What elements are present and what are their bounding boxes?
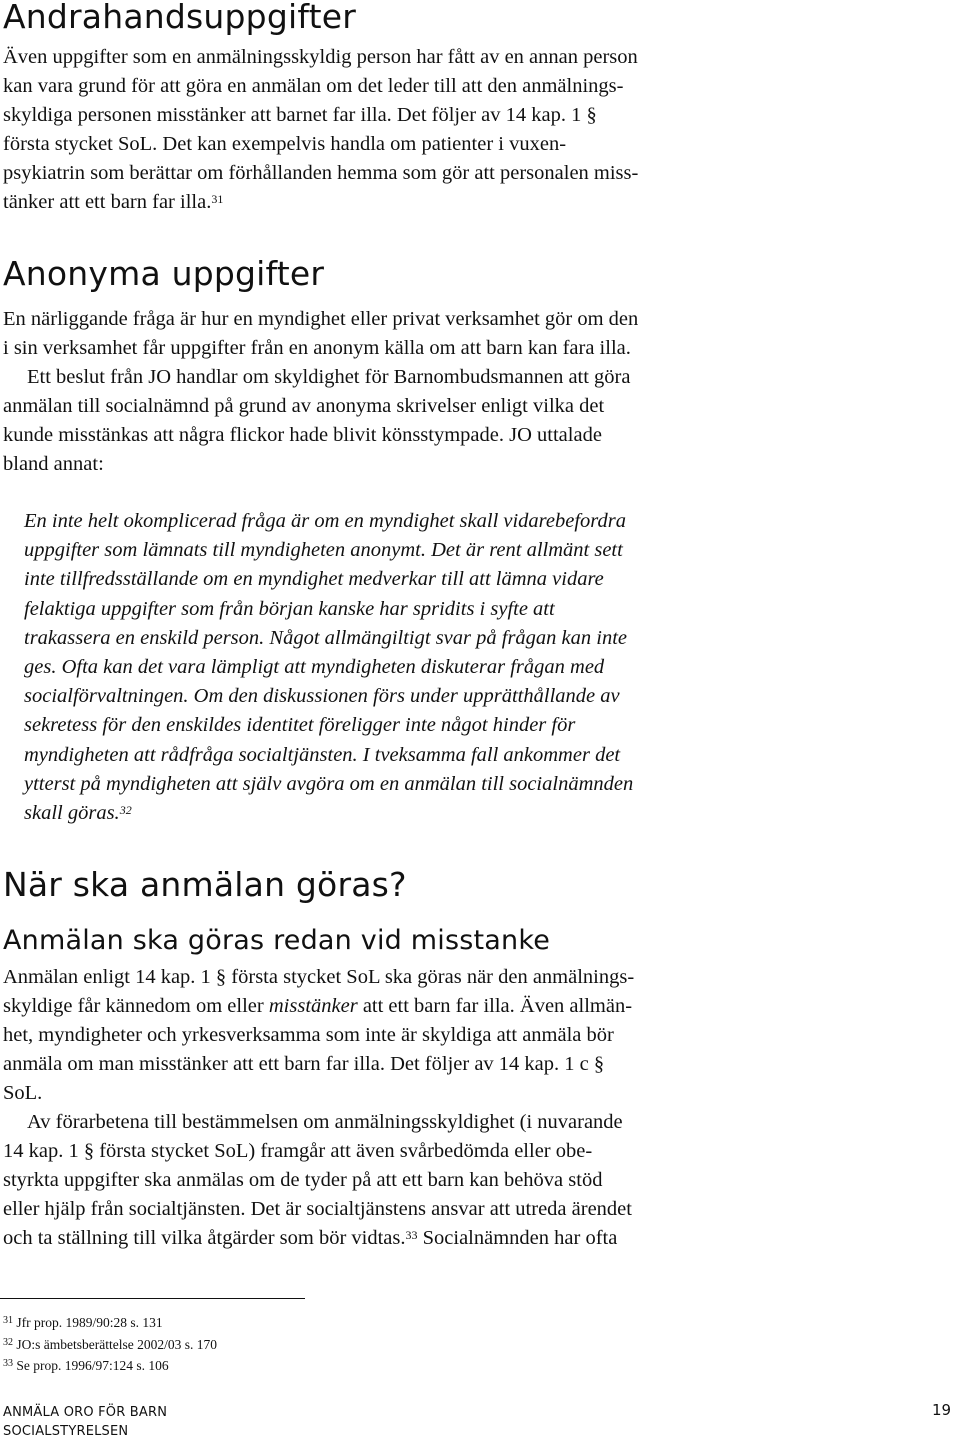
text-line: bland annat: bbox=[3, 453, 104, 475]
section-heading-nar-ska-anmalan-goras: När ska anmälan göras? bbox=[3, 865, 407, 904]
page-number: 19 bbox=[932, 1401, 952, 1419]
footnote-number: 31 bbox=[3, 1315, 13, 1326]
text-line: SoL. bbox=[3, 1082, 43, 1104]
text-line: Anmälan enligt 14 kap. 1 § första stycket SoL ska göras när den anmälnings- bbox=[3, 966, 635, 988]
text-fragment: skall göras. bbox=[24, 802, 120, 825]
text-line: i sin verksamhet får uppgifter från en anonym källa om att barn kan fara illa. bbox=[3, 337, 631, 359]
footnote bbox=[3, 1312, 217, 1334]
text-line bbox=[3, 992, 773, 1021]
text-line: Av förarbetena till bestämmelsen om anmälningsskyldighet (i nuvarande bbox=[27, 1111, 623, 1133]
text-line: 14 kap. 1 § första stycket SoL) framgår att även svårbedömda eller obe- bbox=[3, 1140, 593, 1162]
footnote-ref: 31 bbox=[211, 192, 224, 206]
footnote-ref: 32 bbox=[119, 803, 132, 818]
text-line: skyldiga personen misstänker att barnet far illa. Det följer av 14 kap. 1 § bbox=[3, 104, 597, 126]
text-line: första stycket SoL. Det kan exempelvis handla om patienter i vuxen- bbox=[3, 133, 567, 155]
quote-line: felaktiga uppgifter som från början kanske har spridits i syfte att bbox=[24, 597, 555, 620]
text-line: Ett beslut från JO handlar om skyldighet för Barnombudsmannen att göra bbox=[27, 366, 631, 388]
text-line: kunde misstänkas att några flickor hade blivit könsstympade. JO uttalade bbox=[3, 424, 602, 446]
text-line bbox=[3, 1224, 773, 1253]
text-fragment: och ta ställning till vilka åtgärder som bör vidtas. bbox=[3, 1227, 406, 1249]
section-heading-andrahandsuppgifter: Andrahandsuppgifter bbox=[3, 0, 356, 36]
quote-line: sekretess för den enskildes identitet föreligger inte något hinder för bbox=[24, 714, 576, 737]
quote-line: ges. Ofta kan det vara lämpligt att myndigheten diskuterar frågan med bbox=[24, 656, 605, 679]
quote-line: inte tillfredsställande om en myndighet medverkar till att lämna vidare bbox=[24, 568, 604, 591]
footnote-ref: 33 bbox=[405, 1228, 418, 1242]
footnote-divider bbox=[0, 1298, 305, 1299]
footer-title: ANMÄLA ORO FÖR BARN bbox=[3, 1405, 168, 1420]
text-fragment: Socialnämnden har ofta bbox=[417, 1227, 618, 1249]
text-line bbox=[3, 188, 773, 217]
text-line: styrkta uppgifter ska anmälas om de tyder på att ett barn kan behöva stöd bbox=[3, 1169, 603, 1191]
subsection-heading: Anmälan ska göras redan vid misstanke bbox=[3, 925, 551, 956]
block-quote bbox=[24, 507, 774, 828]
footer-publisher: SOCIALSTYRELSEN bbox=[3, 1424, 129, 1439]
text-fragment: skyldige får kännedom om eller bbox=[3, 995, 269, 1017]
text-line: anmälan till socialnämnd på grund av anonyma skrivelser enligt vilka det bbox=[3, 395, 605, 417]
footnote-number: 33 bbox=[3, 1358, 13, 1369]
text-fragment: tänker att ett barn far illa. bbox=[3, 191, 212, 213]
text-line: het, myndigheter och yrkesverksamma som inte är skyldiga att anmäla bör bbox=[3, 1024, 614, 1046]
section-heading-anonyma-uppgifter: Anonyma uppgifter bbox=[3, 254, 325, 293]
quote-line: myndigheten att rådfråga socialtjänsten. I tveksamma fall ankommer det bbox=[24, 743, 621, 766]
text-line: eller hjälp från socialtjänsten. Det är socialtjänstens ansvar att utreda ärendet bbox=[3, 1198, 632, 1220]
text-line: Även uppgifter som en anmälningsskyldig person har fått av en annan person bbox=[3, 46, 638, 68]
paragraph-andrahandsuppgifter bbox=[3, 43, 773, 217]
footnote-text: JO:s ämbetsberättelse 2002/03 s. 170 bbox=[16, 1336, 217, 1352]
footnote bbox=[3, 1334, 217, 1356]
footnote-text: Se prop. 1996/97:124 s. 106 bbox=[16, 1358, 169, 1373]
text-line: kan vara grund för att göra en anmälan om det leder till att den anmälnings- bbox=[3, 75, 624, 97]
text-line: anmäla om man misstänker att ett barn far illa. Det följer av 14 kap. 1 c § bbox=[3, 1053, 605, 1075]
quote-line: trakassera en enskild person. Något allmängiltigt svar på frågan kan inte bbox=[24, 626, 628, 649]
footnotes bbox=[3, 1312, 217, 1377]
text-line: En närliggande fråga är hur en myndighet eller privat verksamhet gör om den bbox=[3, 308, 639, 330]
footnote-number: 32 bbox=[3, 1336, 13, 1348]
quote-line bbox=[24, 799, 774, 828]
paragraph-anonyma-uppgifter bbox=[3, 305, 773, 479]
emphasis-text: misstänker bbox=[268, 995, 358, 1017]
footnote bbox=[3, 1355, 217, 1377]
text-fragment: att ett barn far illa. Även allmän- bbox=[357, 995, 633, 1017]
quote-line: uppgifter som lämnats till myndigheten anonymt. Det är rent allmänt sett bbox=[24, 539, 623, 562]
quote-line: socialförvaltningen. Om den diskussionen förs under upprätthållande av bbox=[24, 685, 620, 708]
footnote-text: Jfr prop. 1989/90:28 s. 131 bbox=[16, 1315, 163, 1330]
quote-line: ytterst på myndigheten att själv avgöra om en anmälan till socialnämnden bbox=[24, 772, 634, 795]
paragraph-anmalan-vid-misstanke bbox=[3, 963, 773, 1253]
quote-line: En inte helt okomplicerad fråga är om en myndighet skall vidarebefordra bbox=[24, 510, 626, 532]
page-footer bbox=[3, 1403, 167, 1441]
text-line: psykiatrin som berättar om förhållanden hemma som gör att personalen miss- bbox=[3, 162, 639, 184]
